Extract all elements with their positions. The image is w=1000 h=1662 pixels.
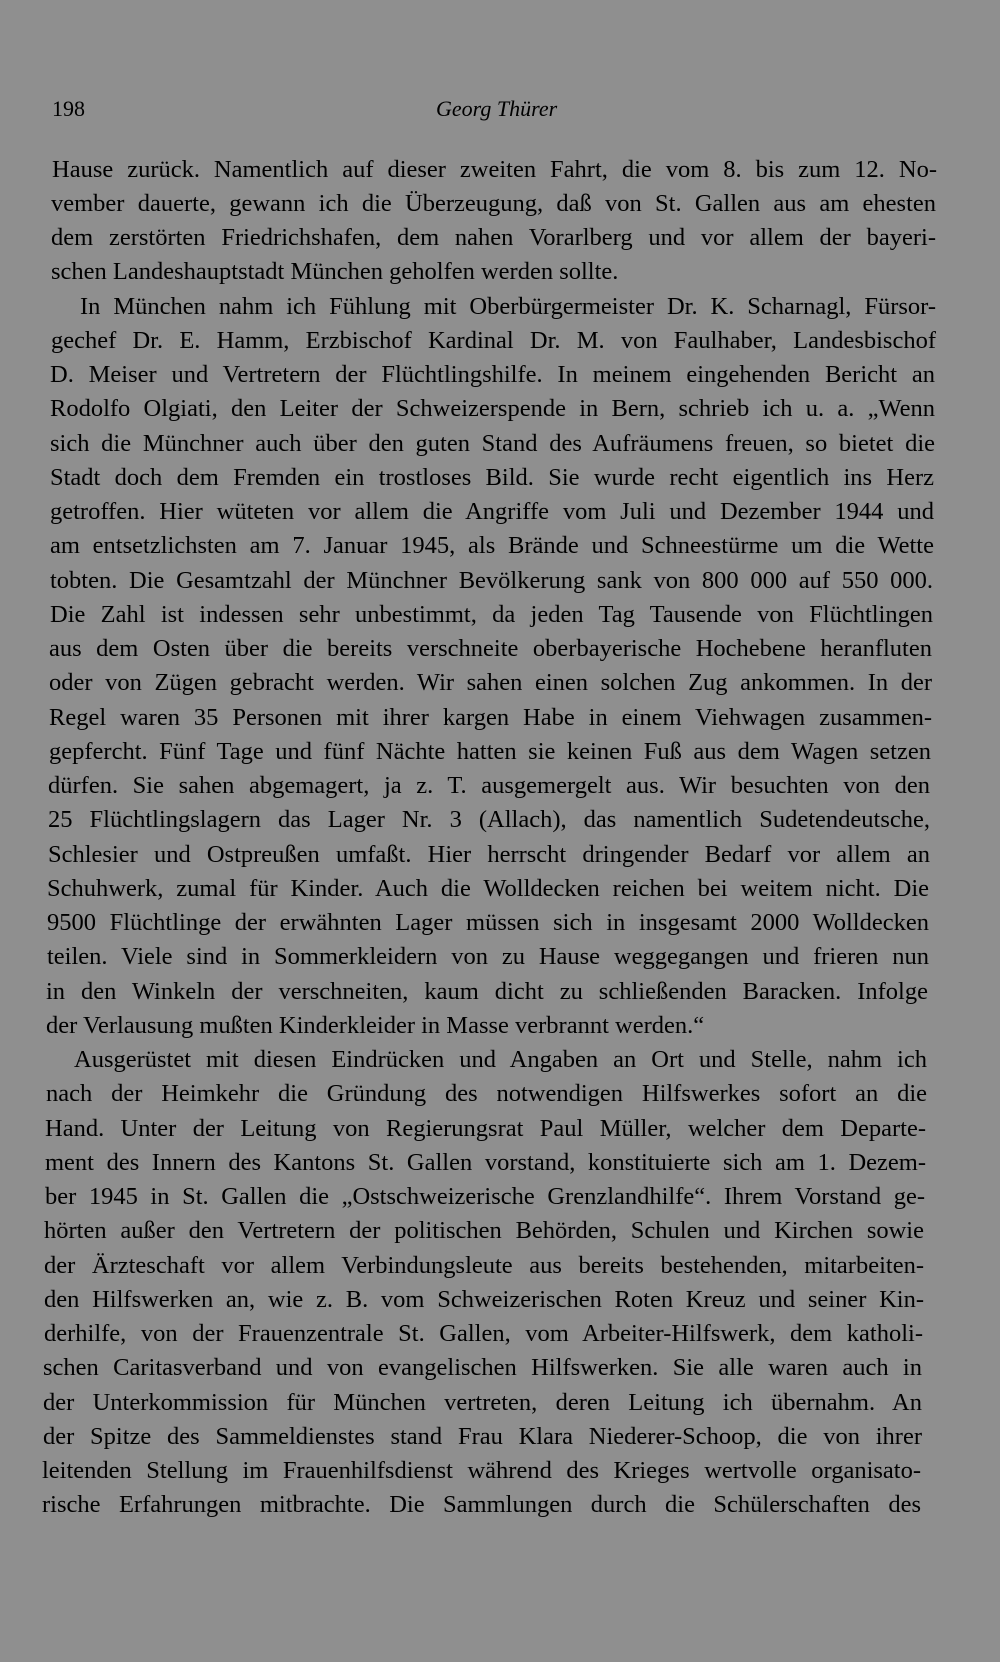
running-head: Georg Thürer	[436, 96, 558, 121]
text-line: 25 Flüchtlingslagern das Lager Nr. 3 (Allach), das namentlich Sudetendeutsche,	[48, 806, 930, 833]
page-number: 198	[52, 96, 85, 121]
text-line: dem zerstörten Friedrichshafen, dem nahen Vorarlberg und vor allem der bayeri-	[51, 224, 936, 251]
text-line: Ausgerüstet mit diesen Eindrücken und Angaben an Ort und Stelle, nahm ich	[74, 1046, 927, 1073]
text-line: Hand. Unter der Leitung von Regierungsrat Paul Müller, welcher dem Departe-	[45, 1115, 926, 1142]
text-line: ment des Innern des Kantons St. Gallen vorstand, konstituierte sich am 1. Dezem-	[45, 1149, 926, 1176]
text-line: der Ärzteschaft vor allem Verbindungsleute aus bereits bestehenden, mitarbeiten-	[44, 1252, 924, 1279]
text-line: leitenden Stellung im Frauenhilfsdienst während des Krieges wertvolle organisato-	[42, 1457, 921, 1484]
text-line: Stadt doch dem Fremden ein trostloses Bild. Sie wurde recht eigentlich ins Herz	[50, 464, 934, 491]
text-line: 9500 Flüchtlinge der erwähnten Lager müssen sich in insgesamt 2000 Wolldecken	[47, 909, 929, 936]
text-line: gechef Dr. E. Hamm, Erzbischof Kardinal Dr. M. von Faulhaber, Landesbischof	[51, 327, 936, 354]
text-line: Die Zahl ist indessen sehr unbestimmt, da jeden Tag Tausende von Flüchtlingen	[50, 601, 933, 628]
text-line: der Unterkommission für München vertreten, deren Leitung ich übernahm. An	[43, 1389, 922, 1416]
text-line: Schuhwerk, zumal für Kinder. Auch die Wolldecken reichen bei weitem nicht. Die	[47, 875, 929, 902]
text-line: vember dauerte, gewann ich die Überzeugung, daß von St. Gallen aus am ehesten	[51, 190, 936, 217]
text-line: dürfen. Sie sahen abgemagert, ja z. T. ausgemergelt aus. Wir besuchten von den	[48, 772, 930, 799]
text-line: D. Meiser und Vertretern der Flüchtlingshilfe. In meinem eingehenden Bericht an	[50, 361, 935, 388]
text-line: Schlesier und Ostpreußen umfaßt. Hier herrscht dringender Bedarf vor allem an	[48, 841, 930, 868]
text-line: derhilfe, von der Frauenzentrale St. Gallen, vom Arbeiter-Hilfswerk, dem katholi-	[44, 1320, 923, 1347]
text-line: den Hilfswerken an, wie z. B. vom Schweizerischen Roten Kreuz und seiner Kin-	[44, 1286, 924, 1313]
text-line: Regel waren 35 Personen mit ihrer kargen Habe in einem Viehwagen zusammen-	[49, 704, 932, 731]
text-line: nach der Heimkehr die Gründung des notwendigen Hilfswerkes sofort an die	[46, 1080, 927, 1107]
page-header	[52, 94, 942, 128]
text-line: oder von Zügen gebracht werden. Wir sahen einen solchen Zug ankommen. In der	[49, 669, 932, 696]
text-line: am entsetzlichsten am 7. Januar 1945, als Brände und Schneestürme um die Wette	[50, 532, 934, 559]
text-line: Rodolfo Olgiati, den Leiter der Schweizerspende in Bern, schrieb ich u. a. „Wenn	[50, 395, 935, 422]
text-line: getroffen. Hier wüteten vor allem die Angriffe vom Juli und Dezember 1944 und	[50, 498, 934, 525]
text-line: schen Caritasverband und von evangelischen Hilfswerken. Sie alle waren auch in	[43, 1354, 922, 1381]
text-line: gepfercht. Fünf Tage und fünf Nächte hatten sie keinen Fuß aus dem Wagen setzen	[49, 738, 931, 765]
text-line: ber 1945 in St. Gallen die „Ostschweizerische Grenzlandhilfe“. Ihrem Vorstand ge-	[45, 1183, 925, 1210]
text-line: In München nahm ich Fühlung mit Oberbürgermeister Dr. K. Scharnagl, Fürsor-	[80, 293, 936, 320]
text-line: rische Erfahrungen mitbrachte. Die Sammlungen durch die Schülerschaften des	[42, 1491, 921, 1518]
text-line: der Spitze des Sammeldienstes stand Frau Klara Niederer-Schoop, die von ihrer	[43, 1423, 922, 1450]
text-line: der Verlausung mußten Kinderkleider in Masse verbrannt werden.“	[46, 1012, 705, 1039]
text-line: in den Winkeln der verschneiten, kaum dicht zu schließenden Baracken. Infolge	[46, 978, 928, 1005]
text-line: hörten außer den Vertretern der politischen Behörden, Schulen und Kirchen sowie	[44, 1217, 924, 1244]
text-line: schen Landeshauptstadt München geholfen werden sollte.	[51, 258, 619, 285]
text-line: Hause zurück. Namentlich auf dieser zweiten Fahrt, die vom 8. bis zum 12. No-	[52, 156, 937, 183]
text-line: sich die Münchner auch über den guten Stand des Aufräumens freuen, so bietet die	[50, 430, 935, 457]
text-line: aus dem Osten über die bereits verschneite oberbayerische Hochebene heranfluten	[49, 635, 932, 662]
text-line: tobten. Die Gesamtzahl der Münchner Bevölkerung sank von 800 000 auf 550 000.	[50, 567, 933, 594]
text-line: teilen. Viele sind in Sommerkleidern von zu Hause weggegangen und frieren nun	[47, 943, 929, 970]
